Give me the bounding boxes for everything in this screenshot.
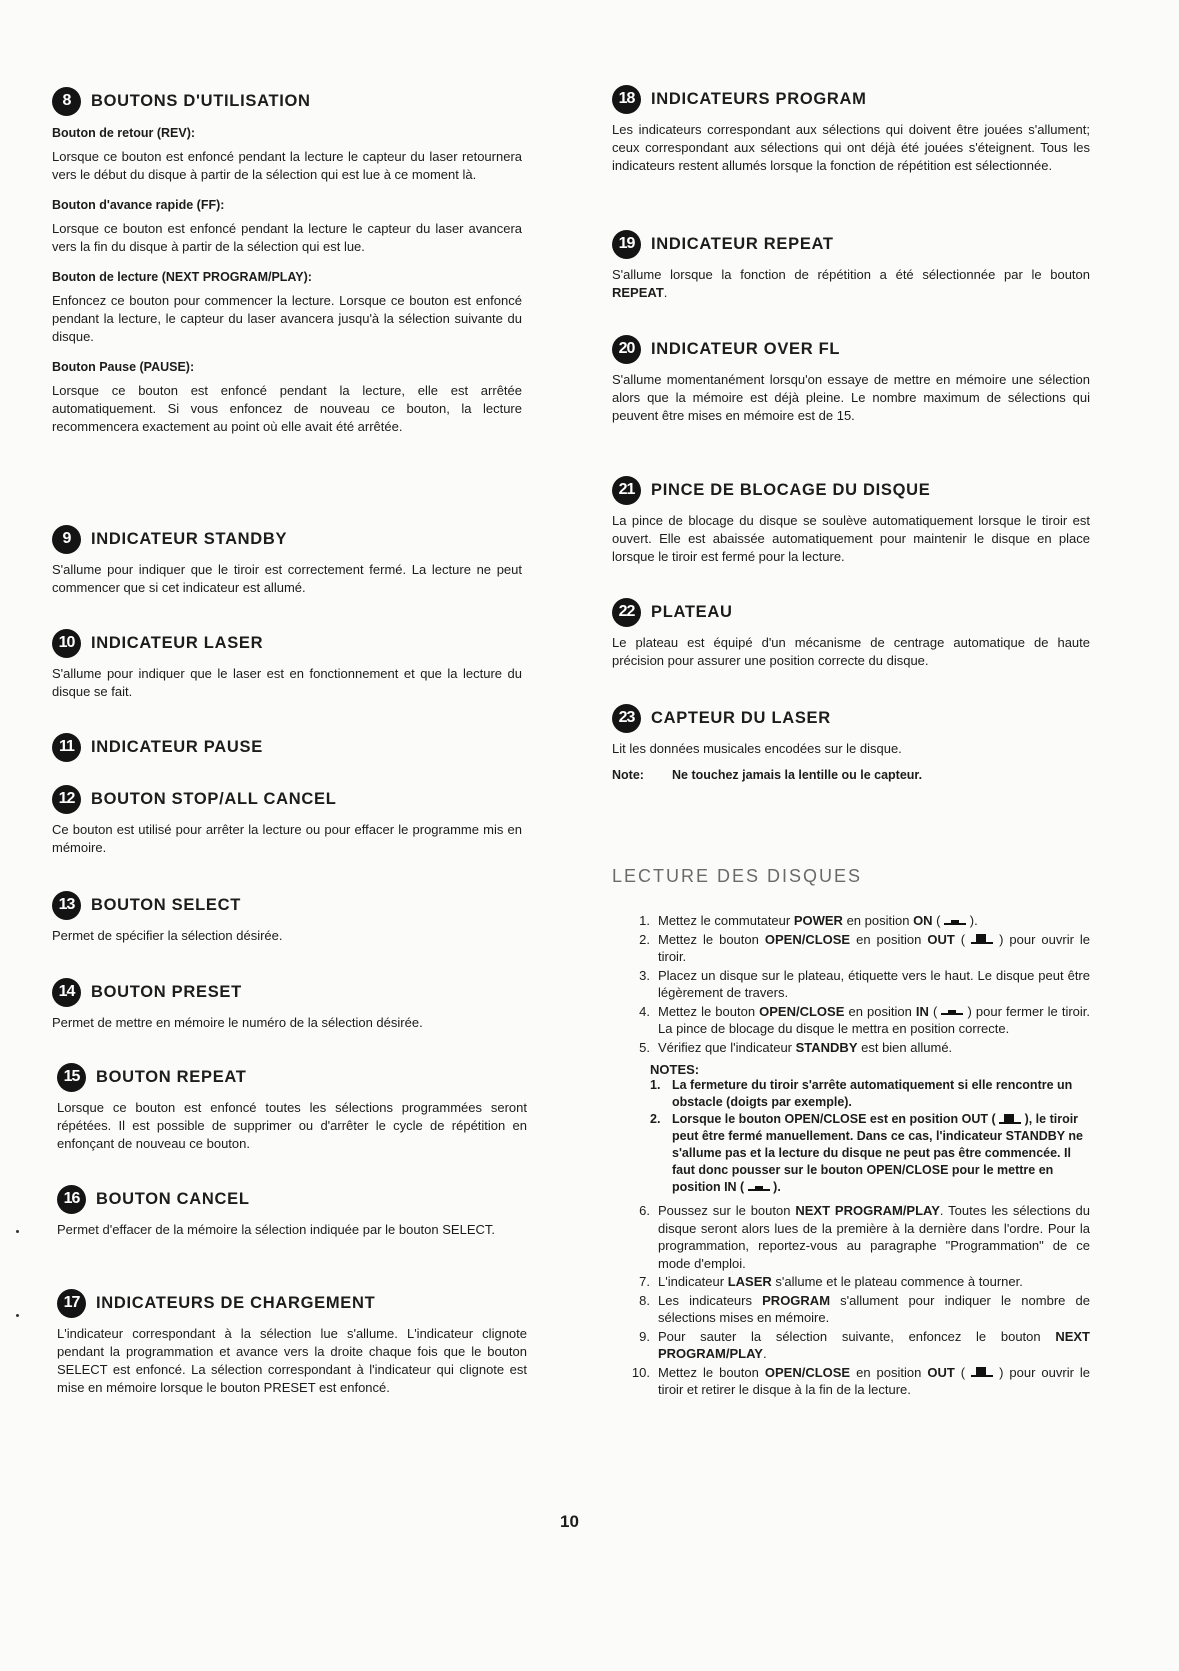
bold-term: PROGRAM [762,1292,831,1308]
step-item [612,1202,1090,1272]
section-14 [52,977,522,1032]
page-number: 10 [560,1512,579,1531]
section-text: S'allume pour indiquer que le laser est en fonctionnement et que la lecture du disque se fait. [52,666,522,699]
lecture-title: LECTURE DES DISQUES [612,866,863,886]
number-badge: 9 [52,525,81,554]
margin-dot [16,1230,19,1233]
note-number: 1. [650,1078,661,1092]
step-item [612,1364,1090,1399]
note-text [672,1077,1090,1111]
section-title: PINCE DE BLOCAGE DU DISQUE [651,480,931,499]
bold-term: NEXT PROGRAM/PLAY [658,1328,1090,1361]
switch-on-symbol-icon [944,918,966,926]
section-18 [612,84,1090,175]
text-fragment: en position [844,1003,916,1019]
bold-term: NEXT PROGRAM/PLAY [795,1203,940,1218]
bold-term: IN [915,1003,929,1019]
section-title: INDICATEURS PROGRAM [651,89,867,108]
section-title: BOUTON CANCEL [96,1189,250,1208]
subsection-text: Enfoncez ce bouton pour commencer la lecture. Lorsque ce bouton est enfoncé pendant la lecture, le capteur du laser avancera jusqu'à la sélection suivante du disque. [52,293,522,344]
number-badge: 10 [52,629,81,658]
section-17 [57,1288,527,1397]
section-title: BOUTONS D'UTILISATION [91,91,311,110]
number-badge: 8 [52,87,81,116]
step-number: 2. [639,931,650,947]
bold-term: OUT [927,1364,955,1380]
section-title: INDICATEUR STANDBY [91,529,288,548]
number-badge: 15 [57,1063,86,1092]
number-badge: 12 [52,785,81,814]
text-fragment: Placez un disque sur le plateau, étiquette vers le haut. Le disque peut être légèrement de travers. [658,967,1090,1000]
bold-term: POWER [793,913,843,928]
section-15 [57,1062,527,1153]
number-badge: 13 [52,891,81,920]
section-8 [52,86,522,436]
text-fragment: Mettez le bouton [658,1364,765,1380]
subsection-text: Lorsque ce bouton est enfoncé pendant la lecture, elle est arrêtée automatiquement. Si vous enfoncez de nouveau ce bouton, la lecture recommencera exactement au point où elle avait été arrêtée. [52,383,522,434]
number-badge: 18 [612,85,641,114]
text-fragment: . Toutes les sélections du disque seront alors lues de la première à la dernière dans l'ordre. Pour la programmation, reportez-vous au paragraphe "Programmation" de ce mode d'emploi. [658,1203,1091,1271]
text-fragment: Mettez le bouton [658,1003,760,1019]
section-text: S'allume momentanément lorsqu'on essaye de mettre en mémoire une sélection alors que la mémoire est déjà pleine. Le nombre maximum de sélections qui peuvent être mises en mémoire est de 15. [612,372,1090,423]
bold-term: OPEN/CLOSE [759,1003,845,1019]
section-23 [612,703,1090,782]
text-fragment: Les indicateurs [658,1292,763,1308]
step-item [612,1328,1090,1363]
step-item [612,1273,1090,1291]
number-badge: 21 [612,476,641,505]
number-badge: 16 [57,1185,86,1214]
step-number: 7. [639,1274,650,1289]
text-fragment: ). [966,913,978,928]
step-text [658,1328,1090,1363]
step-text [658,1273,1090,1291]
section-19 [612,229,1090,302]
text-fragment: . [762,1346,767,1361]
step-text [658,967,1090,1002]
section-text: Les indicateurs correspondant aux sélections qui doivent être jouées s'allument; ceux correspondant aux sélections qui ont déjà été jouées s'éteignent. Tous les indicateurs restent allumés lorsque la fonction de répétition est sélectionnée. [612,122,1090,173]
section-title: BOUTON SELECT [91,895,241,914]
section-title: INDICATEUR PAUSE [91,737,263,756]
bold-term: LASER [727,1274,772,1289]
text-fragment: ( [954,1364,972,1380]
section-text: Permet de mettre en mémoire le numéro de la sélection désirée. [52,1015,423,1030]
section-13 [52,890,522,945]
text-fragment: ) pour ouvrir le tiroir et retirer le disque à la fin de la lecture. [658,1364,1091,1397]
text-fragment: Vérifiez que l'indicateur [658,1039,796,1055]
switch-out-symbol-icon [971,936,993,944]
number-badge: 11 [52,733,81,762]
step-item [612,931,1090,966]
section-title: INDICATEUR LASER [91,633,264,652]
step-number: 10. [631,1364,650,1380]
step-text [658,1292,1090,1327]
section-title: BOUTON PRESET [91,982,242,1001]
step-item [612,1003,1090,1038]
text-fragment: ( [954,931,972,947]
step-number: 1. [639,913,650,928]
section-text: Permet d'effacer de la mémoire la sélection indiquée par le bouton SELECT. [57,1222,495,1237]
step-number: 9. [639,1328,650,1344]
steps-list [612,912,1090,1400]
step-item [612,1039,1090,1057]
number-badge: 14 [52,978,81,1007]
section-title: BOUTON REPEAT [96,1067,247,1086]
subsection-label: Bouton d'avance rapide (FF): [52,198,225,212]
step-text [658,1364,1090,1399]
note-text [672,1111,1090,1196]
section-title: INDICATEURS DE CHARGEMENT [96,1293,376,1312]
notes-title: NOTES: [650,1062,700,1077]
section-text: Lit les données musicales encodées sur le disque. [612,741,902,756]
section-text: Ce bouton est utilisé pour arrêter la lecture ou pour effacer le programme mis en mémoire. [52,822,522,855]
section-text: L'indicateur correspondant à la sélection lue s'allume. L'indicateur clignote pendant la programmation et avance vers la droite chaque fois que le bouton SELECT est enfoncé. La sélection correspondant à l'indicateur qui clignote est mise en mémoire lorsque le bouton PRESET est enfoncé. [57,1326,527,1395]
section-title: PLATEAU [651,602,733,621]
note [612,768,1090,782]
bold-term: OPEN/CLOSE [764,931,851,947]
text-fragment: L'indicateur [658,1274,728,1289]
text-fragment: La fermeture du tiroir s'arrête automatiquement si elle rencontre un obstacle (doigts par exemple). [672,1078,1073,1109]
section-text: Le plateau est équipé d'un mécanisme de centrage automatique de haute précision pour assurer une position correcte du disque. [612,635,1090,668]
bold-term: OPEN/CLOSE [764,1364,851,1380]
section-text: Lorsque ce bouton est enfoncé toutes les sélections programmées seront répétées. Il est possible de supprimer ou d'arrêter le cycle de répétition en enfonçant de nouveau ce bouton. [57,1100,527,1151]
subsection-label: Bouton de lecture (NEXT PROGRAM/PLAY): [52,270,312,284]
section-header [52,86,522,116]
text-fragment: Poussez sur le bouton [658,1203,796,1218]
text-fragment: en position [850,931,928,947]
section-title: INDICATEUR REPEAT [651,234,834,253]
text-fragment: Mettez le bouton [658,931,765,947]
step-number: 8. [639,1292,650,1308]
section-22 [612,597,1090,670]
bold-term: ON [913,913,933,928]
text-fragment: en position [842,913,914,928]
section-11 [52,732,522,762]
section-text: La pince de blocage du disque se soulève automatiquement lorsque le tiroir est ouvert. Elle est abaissée automatiquement pour maintenir le disque en place lorsque le tiroir est fermé pour la lecture. [612,513,1090,564]
step-text [658,912,1090,930]
step-text [658,1003,1090,1038]
section-title: BOUTON STOP/ALL CANCEL [91,789,337,808]
switch-out-symbol-icon [971,1369,993,1377]
text-fragment: Lorsque le bouton OPEN/CLOSE est en position OUT ( [672,1112,1000,1126]
note-label: Note: [612,768,644,782]
step-item [612,912,1090,930]
section-9 [52,524,522,597]
subsection-text: Lorsque ce bouton est enfoncé pendant la lecture le capteur du laser avancera vers la fin du disque à partir de la sélection qui est lue. [52,221,522,254]
text-fragment: ( [928,1003,942,1019]
section-title: CAPTEUR DU LASER [651,708,831,727]
step-number: 3. [639,967,650,983]
text-fragment: Pour sauter la sélection suivante, enfoncez le bouton [658,1328,1056,1344]
number-badge: 17 [57,1289,86,1318]
text-fragment: Mettez le commutateur [658,913,794,928]
bold-term: STANDBY [795,1039,858,1055]
step-text [658,1039,1090,1057]
step-text [658,931,1090,966]
number-badge: 22 [612,598,641,627]
note-number: 2. [650,1112,661,1126]
section-21 [612,475,1090,566]
section-10 [52,628,522,701]
switch-out-symbol-icon [999,1116,1021,1124]
text-fragment: s'allume et le plateau commence à tourner. [771,1274,1023,1289]
text-fragment: ) pour fermer le tiroir. La pince de blocage du disque le mettra en position correcte. [658,1003,1090,1036]
step-number: 6. [639,1203,650,1218]
bold-term: OUT [927,931,955,947]
text-fragment: en position [850,1364,928,1380]
number-badge: 20 [612,335,641,364]
text-fragment: est bien allumé. [857,1039,953,1055]
section-text: S'allume lorsque la fonction de répétition a été sélectionnée par le bouton REPEAT. [612,267,1090,300]
margin-dot [16,1314,19,1317]
subsection-label: Bouton de retour (REV): [52,126,196,140]
subsection-text: Lorsque ce bouton est enfoncé pendant la lecture le capteur du laser retournera vers le début du disque à partir de la sélection qui est lue à ce moment là. [52,149,522,182]
step-text [658,1202,1090,1272]
text-fragment: s'allument pour indiquer le nombre de sélections mises en mémoire. [658,1292,1090,1325]
note-item [650,1077,1090,1111]
section-16 [57,1184,527,1239]
section-title: INDICATEUR OVER FL [651,339,841,358]
note-text: Ne touchez jamais la lentille ou le capteur. [672,768,923,782]
section-12 [52,784,522,857]
text-fragment: ( [932,913,945,928]
step-item [612,1292,1090,1327]
number-badge: 23 [612,704,641,733]
step-number: 4. [639,1003,650,1019]
step-number: 5. [639,1039,650,1055]
subsection-label: Bouton Pause (PAUSE): [52,360,195,374]
notes-block [650,1062,1090,1196]
section-text: S'allume pour indiquer que le tiroir est correctement fermé. La lecture ne peut commencer que si cet indicateur est allumé. [52,562,522,595]
switch-on-symbol-icon [941,1008,963,1016]
note-item [650,1111,1090,1196]
section-20 [612,334,1090,425]
text-fragment: ), le tiroir peut être fermé manuellement. Dans ce cas, l'indicateur STANDBY ne s'allume pas et la lecture du disque ne peut pas être commencée. Il faut donc pousser sur le bouton OPEN/CLOSE pour le mettre en position IN ( [672,1112,1083,1194]
number-badge: 19 [612,230,641,259]
text-fragment: ). [769,1180,781,1194]
section-text: Permet de spécifier la sélection désirée. [52,928,283,943]
switch-on-symbol-icon [748,1184,770,1192]
text-fragment: ) pour ouvrir le tiroir. [658,931,1091,964]
step-item [612,967,1090,1002]
